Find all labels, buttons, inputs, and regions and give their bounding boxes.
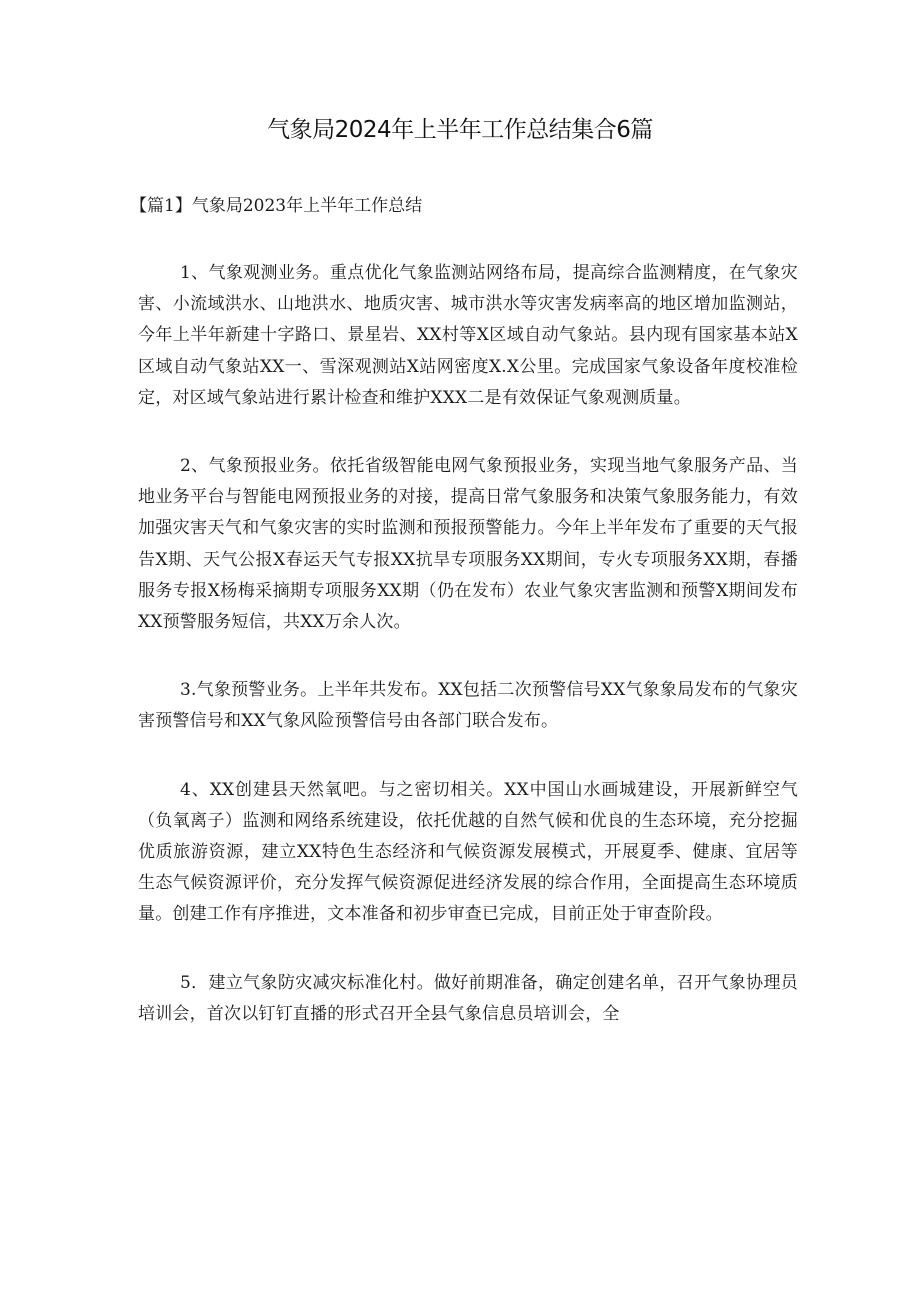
paragraph-observation: 1、气象观测业务。重点优化气象监测站网络布局，提高综合监测精度，在气象灾害、小流域洪水、山地洪水、地质灾害、城市洪水等灾害发病率高的地区增加监测站，今年上半年新建十字路口、景星岩、XX村等X区域自动气象站。县内现有国家基本站X区域自动气象站XX一、雪深观测站X站网密度X.X公里。完成国家气象设备年度校准检定，对区域气象站进行累计检查和维护XXX二是有效保证气象观测质量。 (138, 263, 798, 408)
paragraph-forecast: 2、气象预报业务。依托省级智能电网气象预报业务，实现当地气象服务产品、当地业务平台与智能电网预报业务的对接，提高日常气象服务和决策气象服务能力，有效加强灾害天气和气象灾害的实时监测和预报预警能力。今年上半年发布了重要的天气报告X期、天气公报X春运天气专报XX抗旱专项服务XX期间，专火专项服务XX期，春播服务专报X杨梅采摘期专项服务XX期（仍在发布）农业气象灾害监测和预警X期间发布XX预警服务短信，共XX万余人次。 (138, 456, 798, 633)
paragraph-oxygen-bar: 4、XX创建县天然氧吧。与之密切相关。XX中国山水画城建设，开展新鲜空气（负氧离子）监测和网络系统建设，依托优越的自然气候和优良的生态环境，充分挖掘优质旅游资源，建立XX特色生态经济和气候资源发展模式，开展夏季、健康、宜居等生态气候资源评价，充分发挥气候资源促进经济发展的综合作用，全面提高生态环境质量。创建工作有序推进，文本准备和初步审查已完成，目前正处于审查阶段。 (138, 779, 798, 925)
section-heading: 【篇1】气象局2023年上半年工作总结 (130, 196, 423, 216)
document-body (138, 258, 798, 1067)
paragraph-warning: 3.气象预警业务。上半年共发布。XX包括二次预警信号XX气象象局发布的气象灾害预警信号和XX气象风险预警信号由各部门联合发布。 (138, 680, 798, 732)
document-title: 气象局2024年上半年工作总结集合6篇 (267, 117, 653, 143)
paragraph-standard-village: 5．建立气象防灾减灾标准化村。做好前期准备，确定创建名单，召开气象协理员培训会，首次以钉钉直播的形式召开全县气象信息员培训会，全 (138, 972, 798, 1024)
